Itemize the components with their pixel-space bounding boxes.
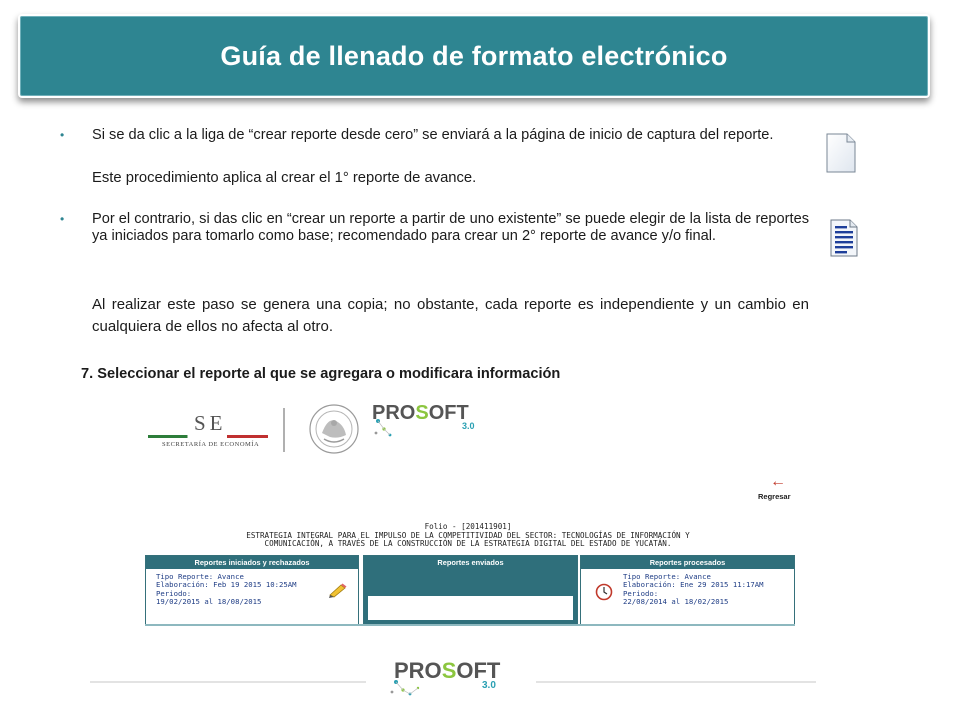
logo-divider (283, 408, 285, 452)
processed-reports-header: Reportes procesados (581, 556, 794, 569)
project-header (198, 523, 738, 549)
report-period-label: Periodo: (156, 588, 192, 598)
se-logo-bar (148, 435, 268, 438)
report-date: Elaboración: Ene 29 2015 11:17AM (623, 580, 764, 590)
prosoft-logo (372, 403, 492, 443)
started-reports-header: Reportes iniciados y rechazados (146, 556, 358, 569)
svg-text:PROSOFT: PROSOFT (372, 403, 469, 424)
started-report-item[interactable] (146, 569, 358, 607)
report-period: 22/08/2014 al 18/02/2015 (623, 597, 729, 607)
project-title-line-2: COMUNICACIÓN, A TRAVÉS DE LA CONSTRUCCIÓN DE LA ESTRATEGIA DIGITAL DEL ESTADO DE YUCATÁN. (264, 539, 672, 548)
folio-label: Folio - [201411901] (424, 522, 512, 531)
prosoft-footer-graphic (388, 654, 518, 700)
clock-icon[interactable] (595, 583, 613, 601)
step-heading: 7. Seleccionar el reporte al que se agregara o modificara información (81, 366, 561, 382)
bullet-text-1: Si se da clic a la liga de “crear reporte desde cero” se enviará a la página de inicio de captura del reporte. (92, 127, 774, 143)
bullet-marker: • (60, 212, 65, 226)
prosoft-version: 3.0 (462, 421, 475, 431)
project-title-line-1: ESTRATEGIA INTEGRAL PARA EL IMPULSO DE LA COMPETITIVIDAD DEL SECTOR: TECNOLOGÍAS DE INFORMACIÓN Y (246, 530, 690, 540)
blank-document-icon[interactable] (824, 132, 858, 174)
processed-reports-panel (580, 555, 795, 625)
bullet-text-2: Por el contrario, si das clic en “crear un reporte a partir de uno existente” se puede elegir de la lista de reportes ya iniciados para tomarlo como base; recomendado para crear un 2° reporte de avance y/o final. (92, 211, 809, 244)
edit-pencil-icon[interactable] (328, 582, 348, 598)
bullet-note-2: Al realizar este paso se genera una copia; no obstante, cada reporte es independiente y un cambio en cualquiera de ellos no afecta al otro. (92, 296, 809, 335)
prosoft-footer-logo (388, 654, 518, 700)
title-banner (18, 14, 930, 98)
se-logo (148, 410, 273, 456)
prosoft-footer-version: 3.0 (482, 680, 496, 691)
report-period-label: Periodo: (623, 588, 659, 598)
se-logo-subtitle: SECRETARÍA DE ECONOMÍA (162, 441, 260, 448)
sent-reports-header: Reportes enviados (437, 558, 504, 567)
footer-divider-right (536, 681, 816, 683)
footer-divider-left (90, 681, 366, 683)
svg-text:PROSOFT: PROSOFT (394, 658, 501, 683)
page-title: Guía de llenado de formato electrónico (220, 40, 728, 71)
text-document-icon[interactable] (828, 218, 860, 258)
se-logo-letters: SE (194, 411, 227, 435)
report-type: Tipo Reporte: Avance (623, 572, 711, 581)
back-button[interactable]: Regresar (758, 492, 791, 501)
report-type: Tipo Reporte: Avance (156, 572, 244, 581)
report-period: 19/02/2015 al 18/08/2015 (156, 597, 262, 607)
sent-reports-list (368, 596, 573, 620)
bullet-marker: • (60, 128, 65, 142)
started-reports-panel (145, 555, 359, 625)
report-date: Elaboración: Feb 19 2015 10:25AM (156, 580, 297, 590)
bullet-note-1: Este procedimiento aplica al crear el 1° reporte de avance. (92, 170, 477, 186)
mexico-seal-icon (300, 403, 368, 455)
sent-reports-panel (363, 555, 578, 625)
back-arrow-icon[interactable]: ← (770, 473, 786, 490)
panels-bottom-border (145, 624, 795, 626)
